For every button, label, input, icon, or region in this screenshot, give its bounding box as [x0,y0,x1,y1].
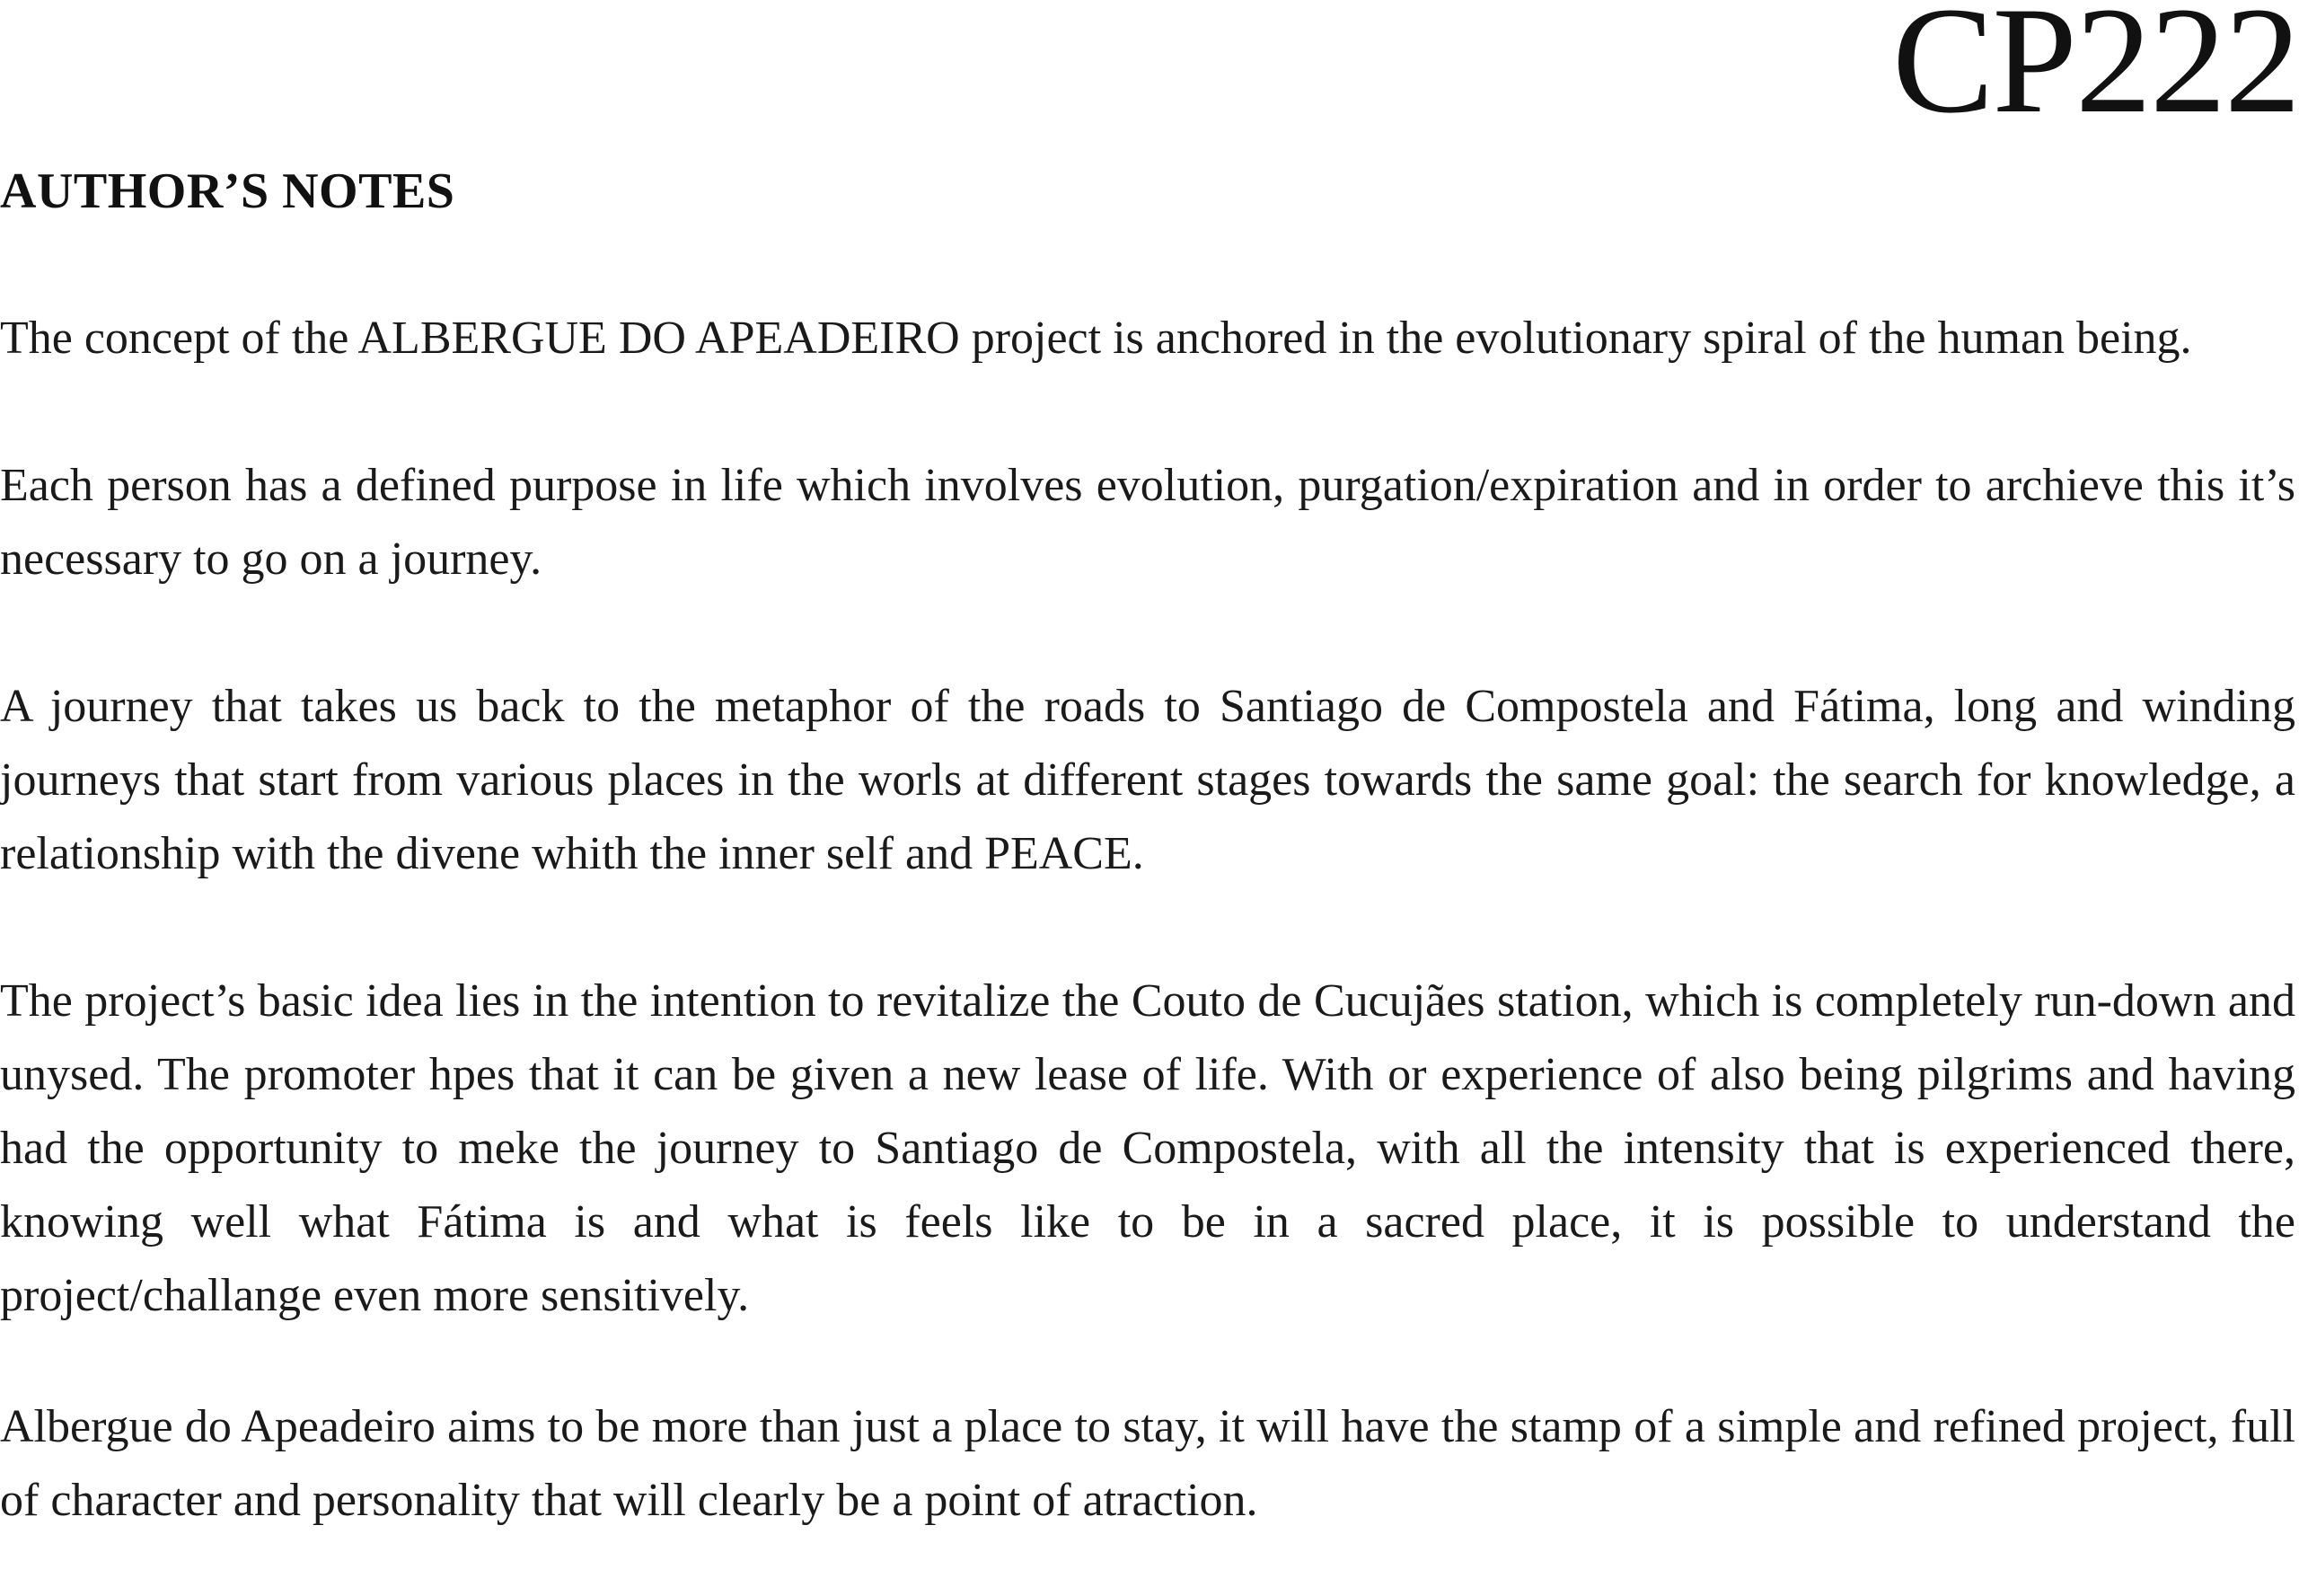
document-body [0,154,2295,1538]
paragraph-purpose: Each person has a defined purpose in life which involves evolution, purgation/expiration and in order to archieve this it’s necessary to go on a journey. [0,460,2295,585]
paragraph-project-idea: The project’s basic idea lies in the intention to revitalize the Couto de Cucujães station, which is completely run-down and unysed. The promoter hpes that it can be given a new lease of life. With or experience of also being pilgrims and having had the opportunity to meke the journey to Santiago de Compostela, with all the intensity that is experienced there, knowing well what Fátima is and what is feels like to be in a sacred place, it is possible to understand the project/challange even more sensitively. [0,975,2295,1321]
paragraph-albergue-aims: Albergue do Apeadeiro aims to be more than just a place to stay, it will have the stamp of a simple and refined project, full of character and personality that will clearly be a point of atraction. [0,1401,2295,1526]
section-heading: AUTHOR’S NOTES [0,163,455,219]
paragraph-concept: The concept of the ALBERGUE DO APEADEIRO project is anchored in the evolutionary spiral of the human being. [0,313,2192,364]
paragraph-journey: A journey that takes us back to the metaphor of the roads to Santiago de Compostela and Fátima, long and winding journeys that start from various places in the worls at different stages towards the same goal: the search for knowledge, a relationship with the divene whith the inner self and PEACE. [0,681,2295,879]
page-code: CP222 [1892,0,2299,145]
